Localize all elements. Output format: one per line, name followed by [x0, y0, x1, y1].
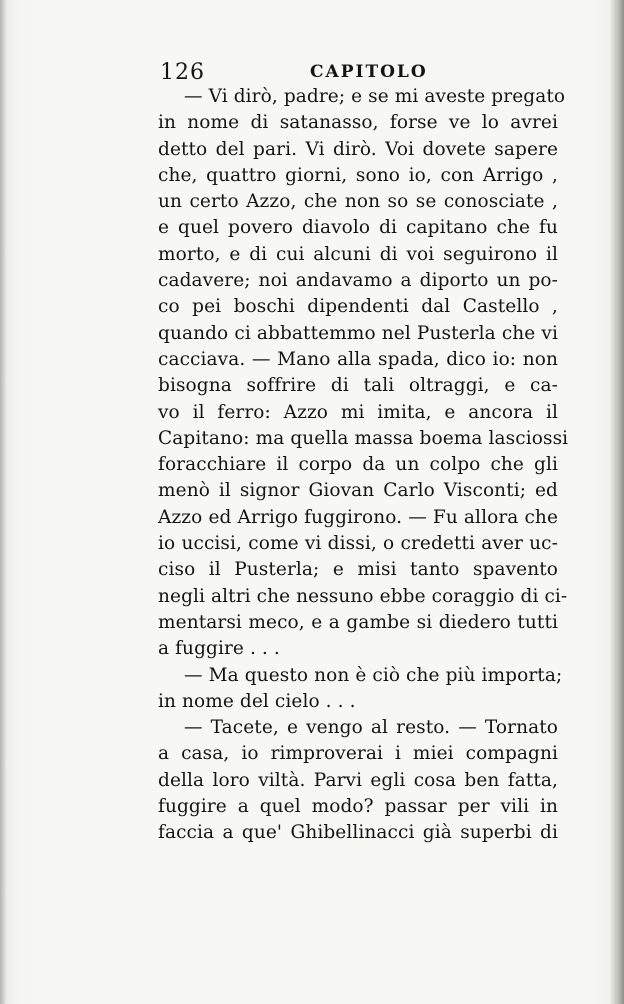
text-line: vo il ferro: Azzo mi imita, e ancora il [158, 401, 558, 423]
text-line: a fuggire . . . [158, 638, 280, 660]
text-line: e quel povero diavolo di capitano che fu [158, 217, 558, 239]
text-line: — Vi dirò, padre; e se mi aveste pregato [184, 86, 566, 107]
text-line: negli altri che nessuno ebbe coraggio di ci- [158, 585, 568, 607]
text-line: un certo Azzo, che non so se conosciate , [158, 191, 558, 213]
text-line: che, quattro giorni, sono io, con Arrigo , [158, 164, 558, 186]
text-line: cadavere; noi andavamo a diporto un po- [158, 270, 558, 292]
text-line: co pei boschi dipendenti dal Castello , [158, 296, 558, 318]
text-line: menò il signor Giovan Carlo Visconti; ed [158, 480, 558, 502]
text-line: fuggire a quel modo? passar per vili in [158, 796, 558, 818]
text-line: foracchiare il corpo da un colpo che gli [158, 454, 558, 476]
page-right-edge [610, 0, 624, 1004]
text-line: io uccisi, come vi dissi, o credetti aver uc- [158, 533, 558, 555]
text-line: quando ci abbattemmo nel Pusterla che vi [158, 322, 558, 344]
text-line: in nome di satanasso, forse ve lo avrei [158, 112, 558, 134]
running-head: CAPITOLO [310, 62, 428, 82]
text-line: mentarsi meco, e a gambe si diedero tutti [158, 611, 558, 633]
text-line: morto, e di cui alcuni di voi seguirono il [158, 243, 558, 265]
body-text [158, 84, 569, 847]
page-number: 126 [160, 60, 205, 85]
text-line: Azzo ed Arrigo fuggirono. — Fu allora che [158, 506, 558, 528]
text-line: — Tacete, e vengo al resto. — Tornato [184, 717, 558, 739]
text-line: faccia a que' Ghibellinacci già superbi di [158, 822, 558, 844]
text-line: bisogna soffrire di tali oltraggi, e ca- [158, 375, 558, 397]
text-line: Capitano: ma quella massa boema lasciossi [158, 427, 569, 449]
page-left-edge [0, 0, 6, 1004]
text-line: cacciava. — Mano alla spada, dico io: non [158, 348, 558, 370]
text-line: detto del pari. Vi dirò. Voi dovete sapere [158, 138, 558, 160]
text-line: in nome del cielo . . . [158, 690, 356, 712]
text-line: — Ma questo non è ciò che più importa; [184, 664, 563, 686]
text-line: della loro viltà. Parvi egli cosa ben fatta, [158, 769, 558, 791]
text-line: ciso il Pusterla; e misi tanto spavento [158, 559, 558, 581]
text-line: a casa, io rimproverai i miei compagni [158, 743, 558, 765]
